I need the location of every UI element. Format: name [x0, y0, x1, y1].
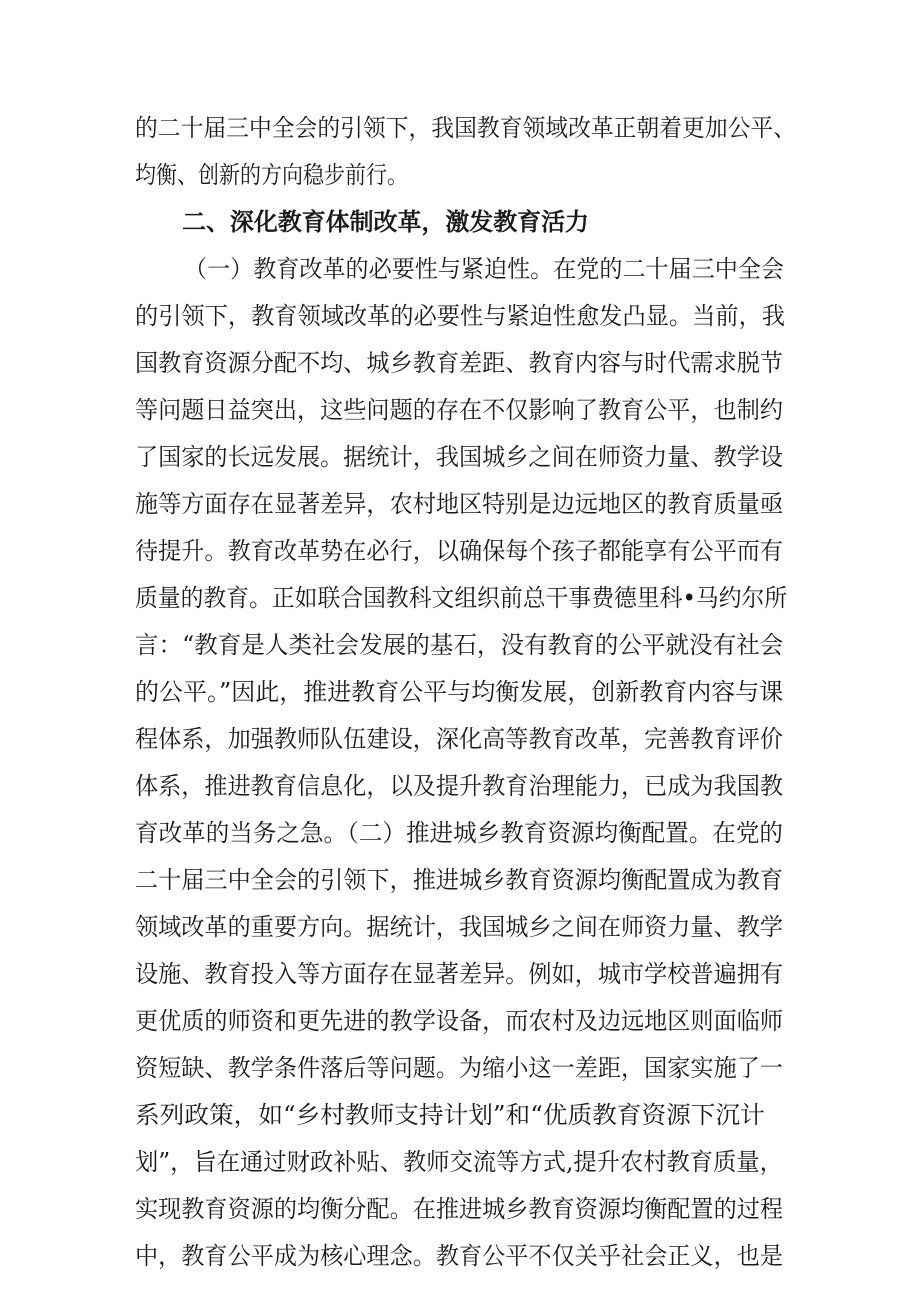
paragraph-line: 育改革的当务之急。（二）推进城乡教育资源均衡配置。在党的	[135, 819, 783, 847]
paragraph-line: 国教育资源分配不均、城乡教育差距、教育内容与时代需求脱节	[135, 349, 783, 377]
paragraph-line: 设施、教育投入等方面存在显著差异。例如，城市学校普遍拥有	[135, 960, 783, 988]
paragraph-line: 待提升。教育改革势在必行，以确保每个孩子都能享有公平而有	[135, 537, 783, 565]
paragraph-line: 等问题日益突出，这些问题的存在不仅影响了教育公平，也制约	[135, 396, 783, 424]
paragraph-line: 了国家的长远发展。据统计，我国城乡之间在师资力量、教学设	[135, 443, 783, 471]
paragraph-line: 实现教育资源的均衡分配。在推进城乡教育资源均衡配置的过程	[135, 1195, 783, 1223]
paragraph-line: 更优质的师资和更先进的教学设备，而农村及边远地区则面临师	[135, 1007, 783, 1035]
paragraph-line: 系列政策，如“乡村教师支持计划”和“优质教育资源下沉计	[135, 1101, 765, 1129]
paragraph-line: 划”，旨在通过财政补贴、教师交流等方式,提升农村教育质量，	[135, 1148, 783, 1176]
paragraph-line: 言：“教育是人类社会发展的基石，没有教育的公平就没有社会	[135, 631, 784, 659]
paragraph-line: 资短缺、教学条件落后等问题。为缩小这一差距，国家实施了一	[135, 1054, 783, 1082]
paragraph-line: 施等方面存在显著差异，农村地区特别是边远地区的教育质量亟	[135, 490, 783, 518]
paragraph-line: 的引领下，教育领域改革的必要性与紧迫性愈发凸显。当前，我	[135, 302, 785, 330]
paragraph-line: 的二十届三中全会的引领下，我国教育领域改革正朝着更加公平、	[135, 114, 796, 142]
paragraph-line: 程体系，加强教师队伍建设，深化高等教育改革，完善教育评价	[135, 725, 783, 753]
section-heading: 二、深化教育体制改革，激发教育活力	[182, 208, 589, 236]
paragraph-line: 中，教育公平成为核心理念。教育公平不仅关乎社会正义，也是	[135, 1242, 783, 1270]
paragraph-line: （一）教育改革的必要性与紧迫性。在党的二十届三中全会	[184, 255, 784, 283]
paragraph-line: 二十届三中全会的引领下，推进城乡教育资源均衡配置成为教育	[135, 866, 783, 894]
paragraph-line: 质量的教育。正如联合国教科文组织前总干事费德里科•马约尔所	[135, 584, 788, 612]
paragraph-line: 领域改革的重要方向。据统计，我国城乡之间在师资力量、教学	[135, 913, 783, 941]
paragraph-line: 均衡、创新的方向稳步前行。	[135, 161, 408, 189]
paragraph-line: 的公平。”因此，推进教育公平与均衡发展，创新教育内容与课	[135, 678, 784, 706]
paragraph-line: 体系，推进教育信息化，以及提升教育治理能力，已成为我国教	[135, 772, 783, 800]
